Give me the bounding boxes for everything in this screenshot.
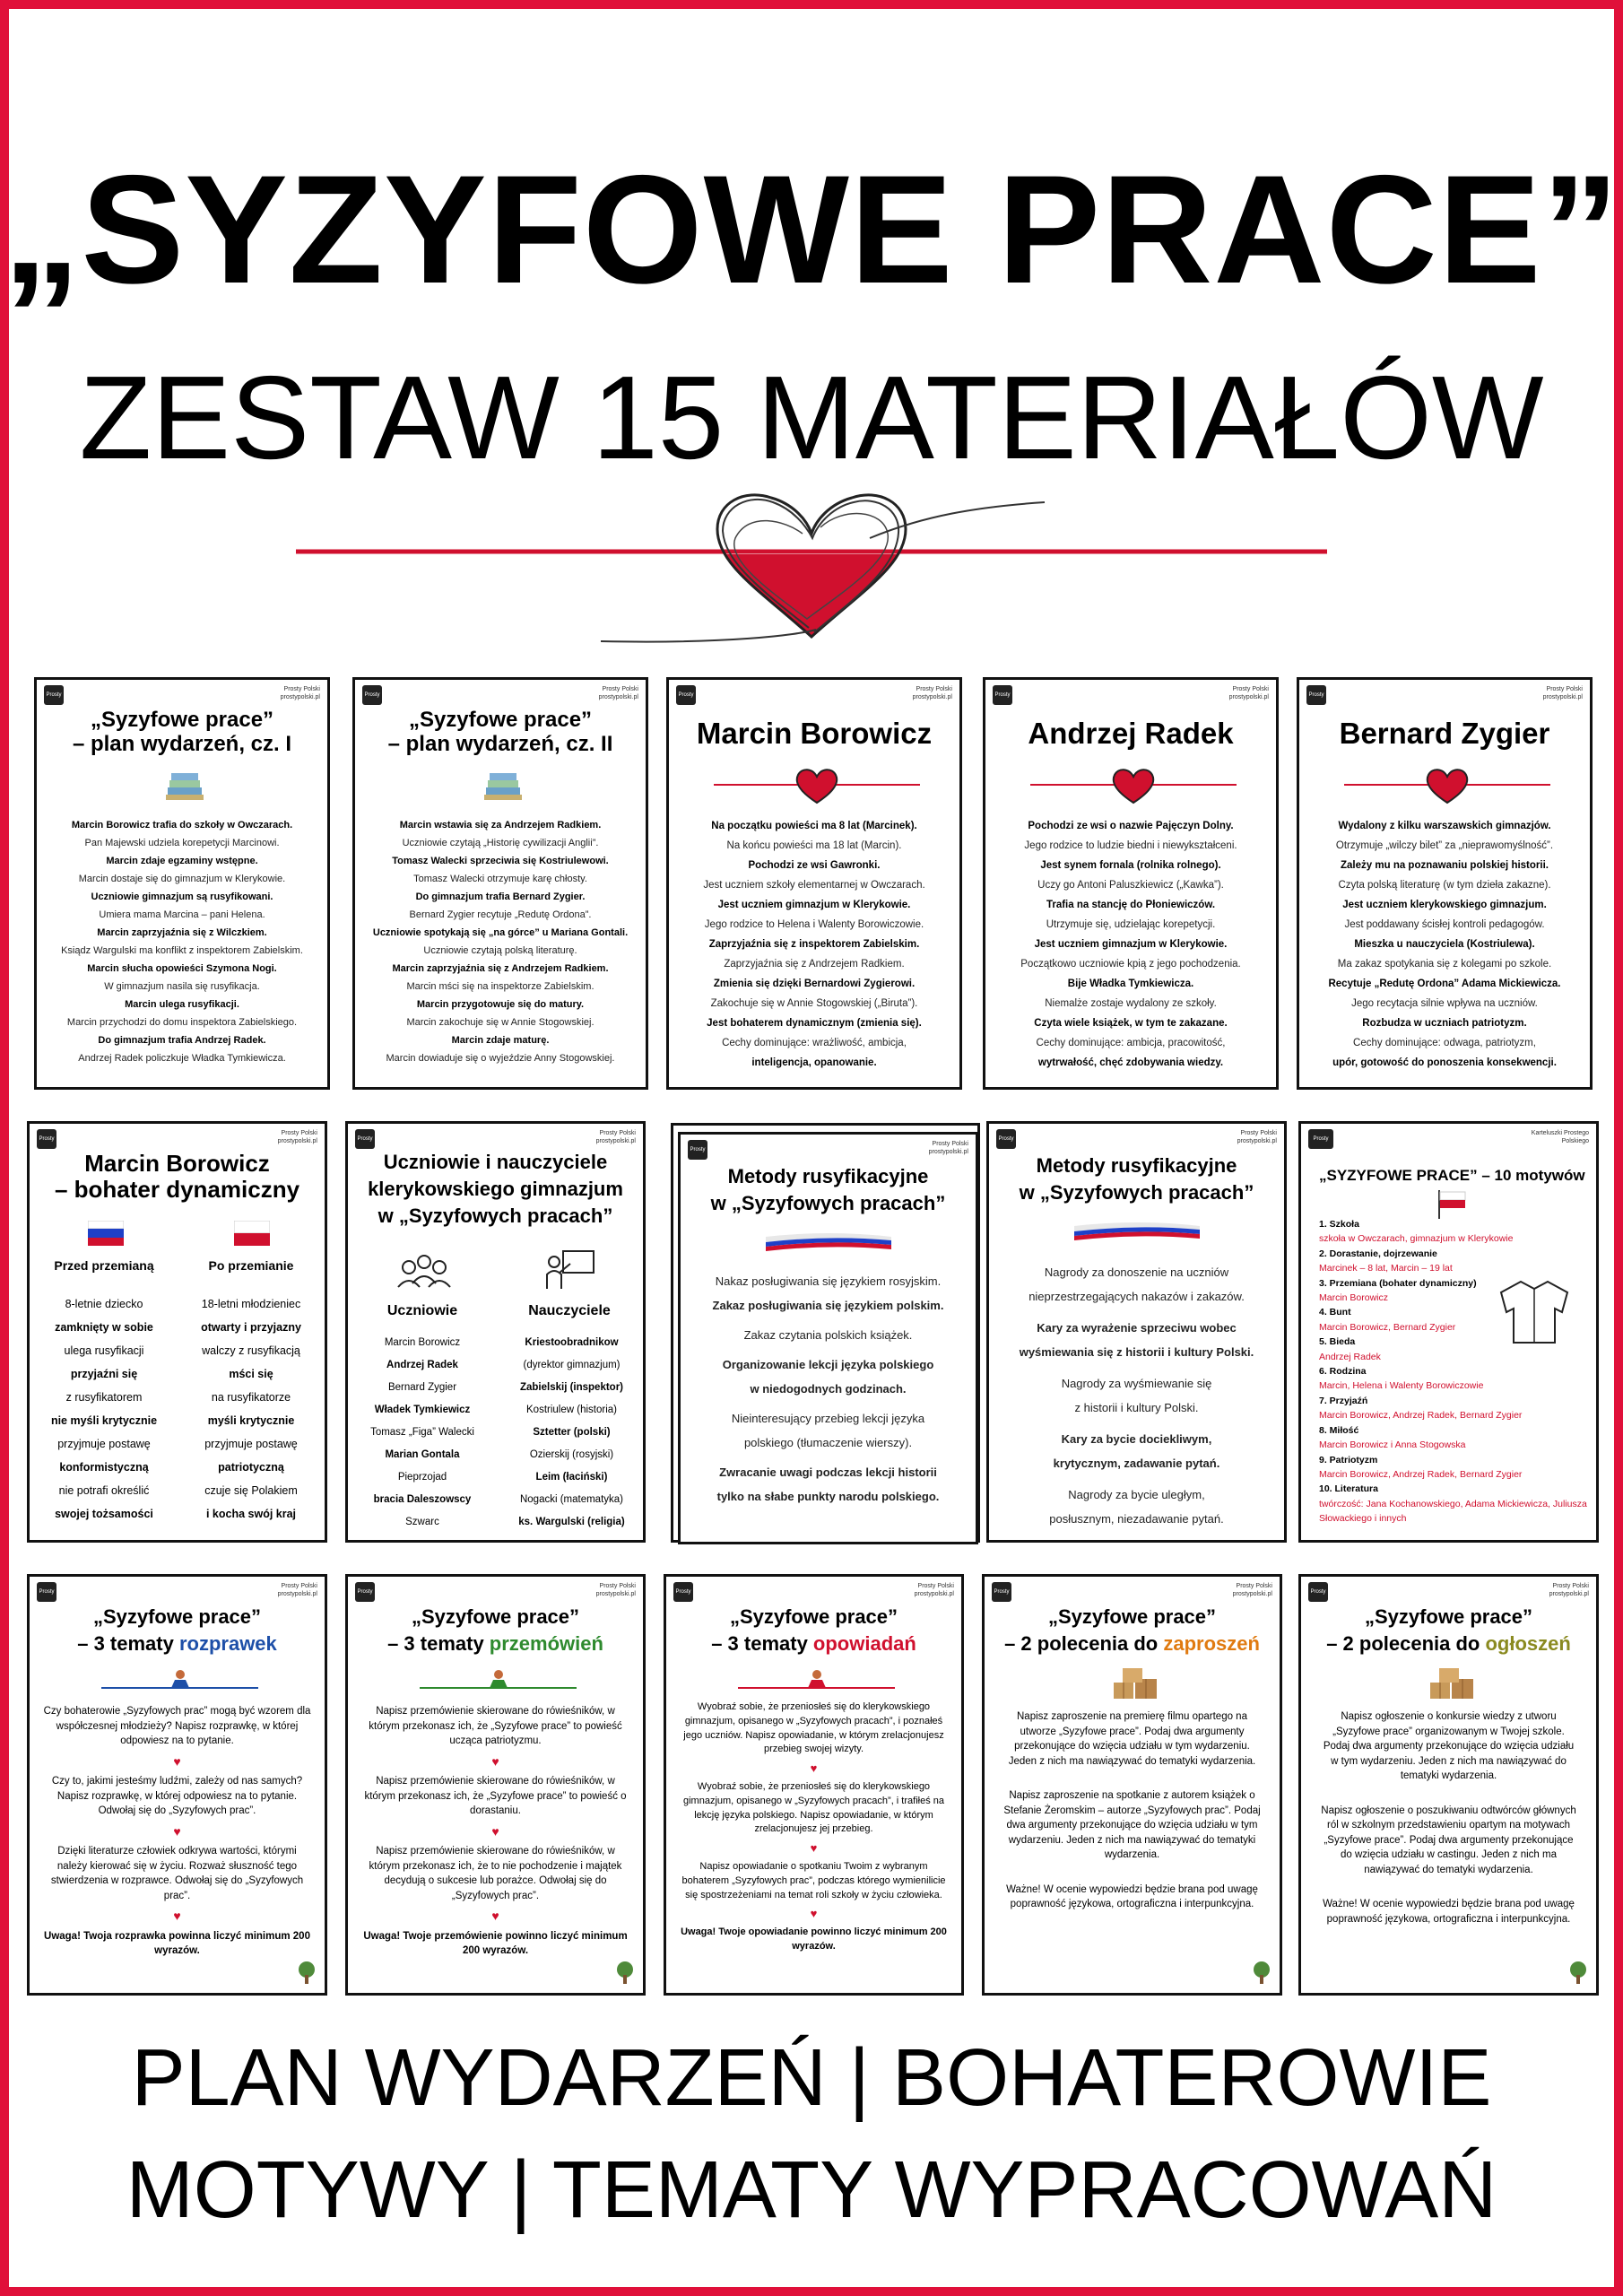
card-title: Bernard Zygier [1339,717,1550,750]
heart-icon [705,762,929,807]
tree-icon [1251,1961,1272,1986]
heart-icon: ♥ [173,1823,181,1839]
card-bernard-zygier [1297,677,1593,1090]
card-title: Marcin Borowicz [696,717,933,750]
heart-icon: ♥ [173,1753,181,1769]
plan-list: Marcin Borowicz trafia do szkoły w Owczarach. Pan Majewski udziela korepetycji Marcinowi. Marcin zdaje egzaminy wstępne. Marcin dostaje się do gimnazjum w Klerykowie. Uczniowie gimnazjum są rusyfikowani. Umiera mama Marcina – pani Helena. Marcin zaprzyjaźnia się z Wilczkiem. Ksiądz Wargulski ma konflikt z inspektorem Zabielskim. Marcin słucha opowieści Szymona Nogi. W gimnazjum nasila się rusyfikacja. Marcin ulega rusyfikacji. Marcin przychodzi do domu inspektora Zabielskiego. Do gimnazjum trafia Andrzej Radek. Andrzej Radek policzkuje Władka Tymkiewicza. [61,820,303,1064]
flag-poland-icon [1436,1188,1471,1221]
motif-list: 1. Szkoła szkoła w Owczarach, gimnazjum w Klerykowie 2. Dorastanie, dojrzewanie Marcinek – 8 lat, Marcin – 19 lat 3. Przemiana (bohater dynamiczny) Marcin Borowicz 4. Bunt Marcin Borowicz, Bernard Zygier 5. Bieda Andrzej Radek 6. Rodzina Marcin, Helena i Walenty Borowiczowie 7. Przyjaźń Marcin Borowicz, Andrzej Radek, Bernard Zygier 8. Miłość Marcin Borowicz i Anna Stogowska 9. Patriotyzm Marcin Borowicz, Andrzej Radek, Bernard Zygier 10. Literatura twórczość: Jana Kochanowskiego, Adama Mickiewicza, Juliusza Słowackiego i innych [1319,1219,1587,1525]
after-heading: Po przemianie [208,1258,294,1273]
brand-logo: Prosty Polski [37,1129,56,1149]
card-students-teachers [345,1121,646,1543]
card-story-topics [664,1574,964,1996]
brand-label: Prosty Polski prostypolski.pl [595,1130,636,1144]
heart-divider [296,484,1327,646]
footer-line-2: MOTYWY | TEMATY WYPRACOWAŃ [126,2145,1497,2235]
tree-icon [1567,1961,1589,1986]
brand-label: Prosty Polski prostypolski.pl [912,686,952,700]
card-russification-1 [678,1132,978,1544]
brand-logo: Prosty Polski [996,1129,1016,1149]
brand-logo: Prosty Polski [362,685,382,705]
card-dynamic-hero [27,1121,327,1543]
brand-label: Prosty Polski prostypolski.pl [595,1583,636,1597]
card-title: Marcin Borowicz – bohater dynamiczny [54,1150,300,1204]
reading-figure-icon [738,1666,895,1693]
brand-label: Prosty Polski prostypolski.pl [277,1130,317,1144]
page-title: „SYZYFOWE PRACE” [3,144,1620,316]
brand-label: Karteluszki Prostego Polskiego [1531,1130,1589,1144]
brand-logo: Prosty Polski [673,1582,693,1602]
teacher-icon [543,1248,597,1291]
brand-label: Prosty Polski prostypolski.pl [280,686,320,700]
heart-icon: ♥ [173,1909,181,1923]
brand-logo: Prosty Polski [992,1582,1011,1602]
gift-boxes-icon [1110,1665,1159,1700]
students-list: Marcin Borowicz Andrzej Radek Bernard Zygier Władek Tymkiewicz Tomasz „Figa” Walecki Marian Gontala Pieprzojad bracia Daleszowscy Szwarc [370,1337,474,1527]
topics-text: Czy bohaterowie „Syzyfowych prac” mogą być wzorem dla współczesnej młodzieży? Napisz rozprawkę, w której odpowiesz na to pytanie. ♥ Czy to, jakimi jesteśmy ludźmi, zależy od nas samych? Napisz rozprawkę, w której odpowiesz na to pytanie. Odwołaj się do „Syzyfowych prac”. ♥ Dzięki literaturze człowiek odkrywa wartości, którymi należy kierować się w życiu. Rozważ słuszność tego stwierdzenia w rozprawce. Odwołaj się do „Syzyfowych prac”. ♥ Uwaga! Twoja rozprawka powinna liczyć minimum 200 wyrazów. [43,1706,311,1956]
heart-icon: ♥ [810,1761,818,1776]
heart-icon [1335,762,1559,807]
card-title: „Syzyfowe prace” – 3 tematy przemówień [387,1605,603,1655]
brand-logo: Prosty Polski [1306,685,1326,705]
books-icon [481,768,525,804]
topics-text: Wyobraź sobie, że przeniosłeś się do klerykowskiego gimnazjum, opisanego w „Syzyfowych pracach”, i poznałeś jego uczniów. Napisz opowiadanie, w którym zrelacjonujesz przebieg swojej wizyty. ♥ Wyobraź sobie, że przeniosłeś się do klerykowskiego gimnazjum, opisanego w „Syzyfowych pracach”, i trafiłeś na lekcję języka polskiego. Napisz opowiadanie, w którym zrelacjonujesz jej przebieg. ♥ Napisz opowiadanie o spotkaniu Twoim z wybranym bohaterem „Syzyfowych prac”, podczas którego wymienilicie się spostrzeżeniami na temat roli szkoły w życiu człowieka. ♥ Uwaga! Twoje opowiadanie powinno liczyć minimum 200 wyrazów. [679,1700,949,1954]
brand-label: Prosty Polski prostypolski.pl [914,1583,954,1597]
card-title: Metody rusyfikacyjne w „Syzyfowych pracach” [1019,1154,1254,1204]
heart-icon: ♥ [491,1753,499,1769]
heart-icon: ♥ [491,1823,499,1839]
flag-russia-icon [766,1231,891,1253]
card-title: Andrzej Radek [1028,717,1234,750]
gift-boxes-icon [1427,1665,1476,1700]
card-title: „Syzyfowe prace” – 2 polecenia do zaproszeń [1004,1605,1260,1655]
heart-icon: ♥ [491,1909,499,1923]
brand-label: Prosty Polski prostypolski.pl [598,686,638,700]
plan-list: Marcin wstawia się za Andrzejem Radkiem. Uczniowie czytają „Historię cywilizacji Anglii”. Tomasz Walecki sprzeciwia się Kostriulewowi. Tomasz Walecki otrzymuje karę chłosty. Do gimnazjum trafia Bernard Zygier. Bernard Zygier recytuje „Redutę Ordona”. Uczniowie spotykają się „na górce” u Mariana Gontali. Uczniowie czytają polską literaturę. Marcin zaprzyjaźnia się z Andrzejem Radkiem. Marcin mści się na inspektorze Zabielskim. Marcin przygotowuje się do matury. Marcin zakochuje się w Annie Stogowskiej. Marcin zdaje maturę. Marcin dowiaduje się o wyjeździe Anny Stogowskiej. [372,820,629,1064]
card-title: „Syzyfowe prace” – 3 tematy opowiadań [711,1605,916,1655]
heart-icon [296,484,1327,646]
card-title: „Syzyfowe prace” – 2 polecenia do ogłoszeń [1326,1605,1571,1655]
books-icon [162,768,207,804]
reading-figure-icon [420,1666,577,1693]
students-heading: Uczniowie [386,1303,458,1318]
hero-facts: Wydalony z kilku warszawskich gimnazjów. Otrzymuje „wilczy bilet” za „nieprawomyślność”. Zależy mu na poznawaniu polskiej historii. Czyta polską literaturę (w tym dzieła zakazne). Jest uczniem klerykowskiego gimnazjum. Jest poddawany ścisłej kontroli pedagogów. Mieszka u nauczyciela (Kostriulewa). Ma zakaz spotykania się z kolegami po szkole. Recytuje „Redutę Ordona” Adama Mickiewicza. Jego recytacja silnie wpływa na uczniów. Rozbudza w uczniach patriotyzm. Cechy dominujące: odwaga, patriotyzm, upór, gotowość do ponoszenia konsekwencji. [1328,821,1561,1068]
card-speech-topics [345,1574,646,1996]
hero-facts: Pochodzi ze wsi o nazwie Pajęczyn Dolny. Jego rodzice to ludzie biedni i niewykształceni. Jest synem fornala (rolnika rolnego). Uczy go Antoni Paluszkiewicz („Kawka”). Trafia na stancję do Płoniewiczów. Utrzymuje się, udzielając korepetycji. Jest uczniem gimnazjum w Klerykowie. Początkowo uczniowie kpią z jego pochodzenia. Bije Władka Tymkiewicza. Niemalże zostaje wydalony ze szkoły. Czyta wiele książek, w tym te zakazane. Cechy dominujące: ambicja, pracowitość, wytrwałość, chęć zdobywania wiedzy. [1020,821,1241,1068]
card-plan-part-1 [34,677,330,1090]
brand-logo: Prosty Polski [44,685,64,705]
methods-list: Nakaz posługiwania się językiem rosyjskim. Zakaz posługiwania się językiem polskim. Zakaz czytania polskich książek. Organizowanie lekcji języka polskiego w niedogodnych godzinach. Nieinteresujący przebieg lekcji języka polskiego (tłumaczenie wierszy). Zwracanie uwagi podczas lekcji historii tylko na słabe punkty narodu polskiego. [712,1274,944,1503]
card-invitation-tasks [982,1574,1282,1996]
footer-line-1: PLAN WYDARZEŃ | BOHATEROWIE [131,2033,1492,2123]
card-motifs [1298,1121,1599,1543]
card-title: „SYZYFOWE PRACE” – 10 motywów [1319,1167,1585,1184]
card-andrzej-radek [983,677,1279,1090]
brand-label: Prosty Polski prostypolski.pl [1237,1130,1277,1144]
students-icon [393,1249,456,1290]
heart-icon [1021,762,1245,807]
card-title: „Syzyfowe prace” – plan wydarzeń, cz. II [387,708,613,756]
brand-label: Prosty Polski prostypolski.pl [1228,686,1269,700]
brand-label: Prosty Polski prostypolski.pl [1542,686,1583,700]
card-essay-topics [27,1574,327,1996]
heart-icon: ♥ [810,1907,818,1921]
card-title: „Syzyfowe prace” – 3 tematy rozprawek [77,1605,277,1655]
brand-logo: Prosty Polski [1308,1582,1328,1602]
heart-icon: ♥ [810,1841,818,1856]
card-title: „Syzyfowe prace” – plan wydarzeń, cz. I [72,708,292,756]
methods-list: Nagrody za donoszenie na uczniów nieprzestrzegających nakazów i zakazów. Kary za wyrażenie sprzeciwu wobec wyśmiewania się z historii i kultury Polski. Nagrody za wyśmiewanie się z historii i kultury Polski. Kary za bycie dociekliwym, krytycznym, zadawanie pytań. Nagrody za bycie uległym, posłusznym, niezadawanie pytań. [1019,1265,1254,1526]
teachers-heading: Nauczyciele [528,1303,611,1318]
brand-logo: Prosty Polski [676,685,696,705]
page-subtitle: ZESTAW 15 MATERIAŁÓW [79,352,1544,483]
card-title: Uczniowie i nauczyciele klerykowskiego gimnazjum w „Syzyfowych pracach” [368,1151,623,1227]
brand-logo: Prosty Polski [993,685,1012,705]
brand-logo: Prosty Polski [355,1582,375,1602]
brand-label: Prosty Polski prostypolski.pl [277,1583,317,1597]
card-title: Metody rusyfikacyjne w „Syzyfowych pracach” [710,1165,946,1214]
hero-facts: Na początku powieści ma 8 lat (Marcinek). Na końcu powieści ma 18 lat (Marcin). Pochodzi ze wsi Gawronki. Jest uczniem szkoły elementarnej w Owczarach. Jest uczniem gimnazjum w Klerykowie. Jego rodzice to Helena i Walenty Borowiczowie. Zaprzyjaźnia się z inspektorem Zabielskim. Zaprzyjaźnia się z Andrzejem Radkiem. Zmienia się dzięki Bernardowi Zygierowi. Zakochuje się w Annie Stogowskiej („Biruta”). Jest bohaterem dynamicznym (zmienia się). Cechy dominujące: wrażliwość, ambicja, inteligencja, opanowanie. [703,821,925,1068]
card-marcin-borowicz [666,677,962,1090]
after-list: 18-letni młodzieniec otwarty i przyjazny walczy z rusyfikacją mści się na rusyfikatorze myśli krytycznie przyjmuje postawę patriotyczną czuje się Polakiem i kocha swój kraj [201,1298,301,1520]
tasks-text: Napisz zaproszenie na premierę filmu opartego na utworze „Syzyfowe prace”. Podaj dwa argumenty przekonujące do wzięcia udziału w tym wydarzeniu. Jeden z nich ma nawiązywać do tematyki wydarzenia. Napisz zaproszenie na spotkanie z autorem książek o Stefanie Żeromskim – autorze „Syzyfowych prac”. Podaj dwa argumenty przekonujące do wzięcia udziału w tym wydarzeniu. Jeden z nich ma nawiązywać do tematyki wydarzenia. Ważne! W ocenie wypowiedzi będzie brana pod uwagę poprawność językowa, ortograficzna i interpunkcyjna. [1003,1711,1261,1909]
topics-text: Napisz przemówienie skierowane do rówieśników, w którym przekonasz ich, że „Syzyfowe prace” to powieść ucząca patriotyzmu. ♥ Napisz przemówienie skierowane do rówieśników, w którym przekonasz ich, że „Syzyfowe prace” to powieść o dorastaniu. ♥ Napisz przemówienie skierowane do rówieśników, w którym przekonasz ich, że to nie pochodzenie i majątek decydują o sukcesie lub porażce. Odwołaj się do „Syzyfowych prac”. ♥ Uwaga! Twoje przemówienie powinno liczyć minimum 200 wyrazów. [360,1704,630,1959]
brand-label: Prosty Polski prostypolski.pl [1232,1583,1272,1597]
brand-logo: Prosty Polski [1308,1129,1333,1149]
flag-poland-icon [234,1221,270,1246]
before-list: 8-letnie dziecko zamknięty w sobie ulega rusyfikacji przyjaźni się z rusyfikatorem nie myśli krytycznie przyjmuje postawę konformistyczną nie potrafi określić swojej tożsamości [50,1298,158,1520]
flag-russia-icon [88,1221,124,1246]
brand-label: Prosty Polski prostypolski.pl [928,1141,968,1155]
brand-label: Prosty Polski prostypolski.pl [1549,1583,1589,1597]
teachers-list: Kriestoobradnikow (dyrektor gimnazjum) Zabielskij (inspektor) Kostriulew (historia) Sztetter (polski) Ozierskij (rosyjski) Leim (łaciński) Nogacki (matematyka) ks. Wargulski (religia) [518,1337,625,1527]
reading-figure-icon [101,1666,258,1693]
flag-russia-icon [1074,1221,1200,1242]
card-russification-2 [986,1121,1287,1543]
tree-icon [614,1961,636,1986]
card-announcement-tasks [1298,1574,1599,1996]
tasks-text: Napisz ogłoszenie o konkursie wiedzy z utworu „Syzyfowe prace” organizowanym w Twojej szkole. Podaj dwa argumenty przekonujące do wzięcia udziału w tym wydarzeniu. Jeden z nich ma nawiązywać do tematyki wydarzenia. Napisz ogłoszenie o poszukiwaniu odtwórców głównych ról w szkolnym przedstawieniu opartym na motywach „Syzyfowe prace”. Podaj dwa argumenty przekonujące do wzięcia udziału w castingu. Jeden z nich ma nawiązywać do tematyki wydarzenia. Ważne! W ocenie wypowiedzi będzie brana pod uwagę poprawność językowa, ortograficzna i interpunkcyjna. [1321,1711,1576,1925]
brand-logo: Prosty Polski [37,1582,56,1602]
brand-logo: Prosty Polski [355,1129,375,1149]
before-heading: Przed przemianą [54,1258,154,1273]
brand-logo: Prosty Polski [688,1140,707,1160]
card-plan-part-2 [352,677,648,1090]
tree-icon [296,1961,317,1986]
